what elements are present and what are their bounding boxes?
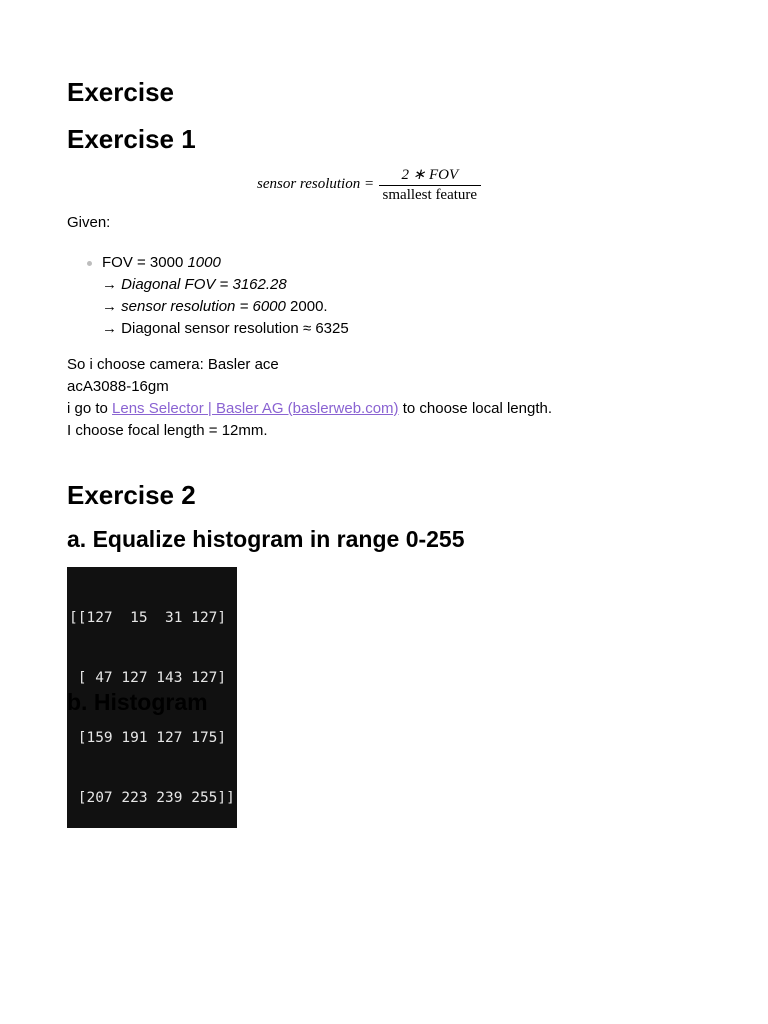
list-item: [102, 252, 349, 340]
matrix-row: [[127 15 31 127]: [69, 610, 227, 626]
given-label: Given:: [67, 214, 111, 231]
sensor-resolution-rest: 2000.: [285, 298, 328, 315]
formula-denominator: smallest feature: [382, 187, 478, 203]
diagonal-sensor-text: Diagonal sensor resolution ≈ 6325: [121, 320, 349, 337]
exercise-2-title: Exercise 2: [67, 480, 196, 510]
arrow-icon: →: [102, 299, 117, 315]
lens-suffix: to choose local length.: [398, 400, 552, 417]
camera-paragraph: [67, 354, 707, 442]
sensor-resolution-line: [102, 296, 349, 318]
focal-length-line: I choose focal length = 12mm.: [67, 422, 268, 439]
camera-line: So i choose camera: Basler ace: [67, 356, 279, 373]
histogram-heading: b. Histogram: [67, 689, 208, 715]
lens-selector-link[interactable]: Lens Selector | Basler AG (baslerweb.com): [112, 400, 399, 417]
diagonal-sensor-line: [102, 318, 349, 340]
sensor-resolution-italic: sensor resolution = 6000: [121, 298, 286, 315]
page-heading: Exercise: [67, 77, 174, 107]
fov-text: FOV = 3000: [102, 254, 188, 271]
diagonal-fov-line: [102, 274, 349, 296]
sensor-resolution-formula: [257, 165, 481, 204]
formula-numerator: 2 ∗ FOV: [379, 165, 482, 186]
lens-line: [67, 398, 707, 420]
equalize-heading: a. Equalize histogram in range 0-255: [67, 526, 465, 552]
arrow-icon: →: [102, 321, 117, 337]
diagonal-fov-text: Diagonal FOV = 3162.28: [121, 276, 287, 293]
bullet-dot: [87, 261, 92, 266]
given-list: [102, 252, 349, 340]
matrix-row: [207 223 239 255]]: [69, 790, 235, 806]
arrow-icon: →: [102, 277, 117, 293]
lens-prefix: i go to: [67, 400, 113, 417]
exercise-1-title: Exercise 1: [67, 124, 196, 154]
fov-italic: 1000: [187, 254, 221, 271]
matrix-row: [ 47 127 143 127]: [69, 670, 227, 686]
formula-fraction: [379, 165, 482, 204]
camera-model-line: acA3088-16gm: [67, 378, 169, 395]
matrix-row: [159 191 127 175]: [69, 730, 227, 746]
formula-lhs: sensor resolution =: [257, 176, 375, 192]
